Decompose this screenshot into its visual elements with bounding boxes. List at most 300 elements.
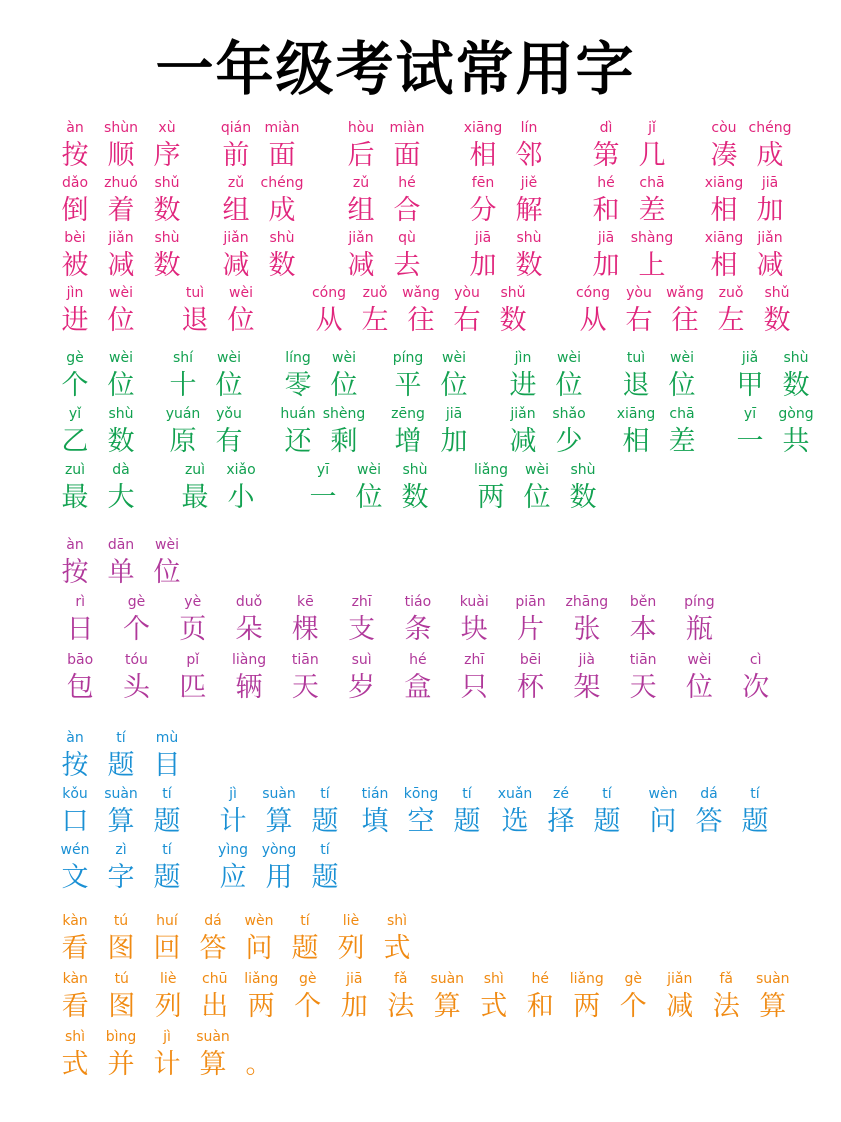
vocab-line	[0, 460, 841, 516]
hanzi-character: 相	[710, 250, 738, 281]
pinyin-syllable: shèng	[322, 406, 366, 422]
pinyin-syllable: fēn	[471, 175, 495, 191]
vocab-word	[701, 228, 793, 284]
hanzi-character: 组	[347, 195, 375, 226]
pinyin-syllable: liǎng	[569, 971, 604, 987]
pinyin-row	[275, 348, 367, 368]
pinyin-syllable: yè	[184, 594, 202, 610]
hanzi-character: 倒	[61, 195, 89, 226]
pinyin-syllable: chā	[639, 175, 665, 191]
pinyin-syllable: tí	[750, 786, 760, 802]
hanzi-character: 右	[453, 305, 481, 336]
vocab-word	[52, 784, 190, 840]
hanzi-row	[385, 368, 477, 404]
pinyin-syllable: yī	[316, 462, 330, 478]
hanzi-row	[213, 138, 305, 174]
pinyin-row	[213, 118, 305, 138]
hanzi-character: 支	[348, 614, 376, 645]
pinyin-syllable: jǐ	[648, 120, 656, 136]
vocab-line	[0, 728, 841, 784]
pinyin-syllable: zhuó	[104, 175, 138, 191]
pinyin-syllable: wèi	[229, 285, 253, 301]
pinyin-syllable: jìn	[514, 350, 532, 366]
pinyin-syllable: shǎo	[552, 406, 586, 422]
hanzi-character: 看	[61, 991, 89, 1022]
hanzi-character: 文	[61, 862, 89, 893]
hanzi-character: 匹	[179, 672, 207, 703]
hanzi-character: 个	[61, 370, 89, 401]
pinyin-row	[460, 228, 552, 248]
pinyin-syllable: yòu	[454, 285, 480, 301]
hanzi-character: 计	[153, 1049, 181, 1080]
hanzi-character: 口	[61, 806, 89, 837]
pinyin-syllable: tí	[162, 786, 172, 802]
vocab-line	[0, 969, 841, 1025]
hanzi-character: 棵	[291, 614, 319, 645]
vocab-word	[640, 784, 778, 840]
pinyin-syllable: cì	[749, 652, 762, 668]
hanzi-character: 少	[555, 426, 583, 457]
pinyin-row	[492, 784, 630, 804]
pinyin-row	[306, 283, 536, 303]
pinyin-syllable: huán	[280, 406, 316, 422]
pinyin-row	[468, 460, 606, 480]
vocab-word	[210, 784, 348, 840]
hanzi-row	[52, 670, 784, 706]
pinyin-syllable: liè	[342, 913, 360, 929]
pinyin-syllable: zēng	[391, 406, 425, 422]
pinyin-syllable: wèi	[687, 652, 712, 668]
pinyin-syllable: shì	[64, 1029, 86, 1045]
pinyin-syllable: jiā	[597, 230, 615, 246]
pinyin-syllable: tiáo	[404, 594, 432, 610]
hanzi-row	[52, 368, 144, 404]
pinyin-syllable: liè	[160, 971, 177, 987]
hanzi-character: 按	[61, 140, 89, 171]
hanzi-character: 从	[315, 305, 343, 336]
hanzi-row	[210, 804, 348, 840]
pinyin-syllable: wèi	[442, 350, 466, 366]
hanzi-character: 列	[337, 933, 365, 964]
pinyin-syllable: xiǎo	[226, 462, 256, 478]
pinyin-syllable: wèi	[525, 462, 549, 478]
vocab-word	[52, 348, 144, 404]
hanzi-row	[213, 193, 305, 229]
pinyin-syllable: jiě	[520, 175, 538, 191]
pinyin-syllable: shǔ	[154, 175, 180, 191]
hanzi-character: 着	[107, 195, 135, 226]
pinyin-syllable: jiā	[474, 230, 492, 246]
hanzi-character: 往	[407, 305, 435, 336]
hanzi-character: 减	[509, 426, 537, 457]
hanzi-character: 图	[108, 991, 136, 1022]
hanzi-character: 数	[499, 305, 527, 336]
pinyin-syllable: jìn	[66, 285, 84, 301]
pinyin-syllable: yǒu	[216, 406, 242, 422]
pinyin-syllable: cóng	[575, 285, 611, 301]
pinyin-row	[52, 1027, 282, 1047]
pinyin-syllable: jiǎn	[108, 230, 134, 246]
hanzi-character: 加	[440, 426, 468, 457]
hanzi-character: 第	[592, 140, 620, 171]
hanzi-character: 数	[515, 250, 543, 281]
hanzi-character: 去	[393, 250, 421, 281]
hanzi-character: 答	[695, 806, 723, 837]
pinyin-syllable: chéng	[260, 175, 304, 191]
hanzi-row	[275, 424, 367, 460]
pinyin-syllable: tiān	[629, 652, 657, 668]
hanzi-row	[52, 424, 144, 460]
pinyin-row	[727, 348, 819, 368]
pinyin-syllable: shù	[108, 406, 134, 422]
pinyin-syllable: kuài	[459, 594, 489, 610]
pinyin-syllable: shù	[570, 462, 596, 478]
hanzi-row	[492, 804, 630, 840]
pinyin-syllable: shù	[154, 230, 180, 246]
hanzi-character: 进	[61, 305, 89, 336]
hanzi-row	[52, 138, 190, 174]
hanzi-character: 相	[469, 140, 497, 171]
vocab-word	[172, 460, 264, 516]
hanzi-character: 面	[393, 140, 421, 171]
pinyin-syllable: rì	[75, 594, 85, 610]
pinyin-syllable: shǔ	[764, 285, 790, 301]
hanzi-character: 题	[311, 806, 339, 837]
hanzi-row	[306, 303, 536, 339]
hanzi-character: 最	[61, 482, 89, 513]
hanzi-character: 位	[330, 370, 358, 401]
pinyin-syllable: zhī	[464, 652, 485, 668]
pinyin-row	[52, 173, 190, 193]
hanzi-row	[500, 424, 592, 460]
vocab-word	[52, 969, 796, 1025]
hanzi-character: 分	[469, 195, 497, 226]
hanzi-character: 和	[526, 991, 554, 1022]
hanzi-row	[613, 368, 705, 404]
hanzi-character: 出	[201, 991, 229, 1022]
pinyin-syllable: cóng	[311, 285, 347, 301]
pinyin-syllable: liǎng	[244, 971, 279, 987]
vocab-word	[727, 348, 819, 404]
vocab-word	[160, 404, 252, 460]
pinyin-syllable: mù	[155, 730, 179, 746]
pinyin-syllable: còu	[711, 120, 737, 136]
vocab-line	[0, 592, 841, 648]
vocab-word	[52, 228, 190, 284]
pinyin-row	[338, 118, 430, 138]
vocab-word	[468, 460, 606, 516]
pinyin-syllable: shù	[516, 230, 542, 246]
pinyin-syllable: tián	[361, 786, 389, 802]
pinyin-syllable: shǔ	[500, 285, 526, 301]
pinyin-syllable: xiāng	[704, 175, 744, 191]
hanzi-character: 减	[666, 991, 694, 1022]
hanzi-row	[583, 138, 675, 174]
hanzi-character: 原	[169, 426, 197, 457]
hanzi-character: 片	[517, 614, 545, 645]
pinyin-syllable: zhī	[351, 594, 372, 610]
pinyin-syllable: yòng	[261, 842, 297, 858]
hanzi-character: 头	[122, 672, 150, 703]
vocab-word	[306, 283, 536, 339]
hanzi-character: 相	[710, 195, 738, 226]
pinyin-row	[52, 283, 144, 303]
hanzi-character: 零	[284, 370, 312, 401]
pinyin-syllable: tiān	[291, 652, 319, 668]
pinyin-syllable: tí	[162, 842, 172, 858]
pinyin-row	[701, 173, 793, 193]
hanzi-character: 式	[383, 933, 411, 964]
hanzi-character: 题	[153, 806, 181, 837]
pinyin-syllable: shí	[172, 350, 194, 366]
vocab-word	[52, 118, 190, 174]
pinyin-syllable: píng	[392, 350, 424, 366]
hanzi-character: 位	[107, 370, 135, 401]
hanzi-character: 式	[480, 991, 508, 1022]
hanzi-character: 答	[199, 933, 227, 964]
pinyin-syllable: miàn	[264, 120, 300, 136]
hanzi-character: 进	[509, 370, 537, 401]
pinyin-syllable: suàn	[104, 786, 138, 802]
vocab-word	[352, 784, 490, 840]
hanzi-character: 算	[433, 991, 461, 1022]
hanzi-character: 成	[756, 140, 784, 171]
pinyin-syllable: wǎng	[402, 285, 440, 301]
vocab-word	[701, 173, 793, 229]
pinyin-syllable: zé	[553, 786, 569, 802]
hanzi-character: 成	[268, 195, 296, 226]
pinyin-row	[52, 969, 796, 989]
hanzi-row	[701, 248, 793, 284]
hanzi-character: 最	[181, 482, 209, 513]
pinyin-syllable: zhāng	[565, 594, 609, 610]
hanzi-character: 被	[61, 250, 89, 281]
hanzi-row	[160, 424, 252, 460]
pinyin-syllable: dì	[599, 120, 613, 136]
pinyin-syllable: tí	[462, 786, 472, 802]
pinyin-syllable: suàn	[755, 971, 790, 987]
pinyin-row	[52, 228, 190, 248]
hanzi-row	[727, 368, 819, 404]
vocab-word	[338, 118, 430, 174]
pinyin-syllable: wèi	[109, 285, 133, 301]
hanzi-character: 按	[61, 557, 89, 588]
pinyin-row	[460, 173, 552, 193]
vocab-word	[52, 728, 190, 784]
hanzi-character: 一	[309, 482, 337, 513]
hanzi-row	[460, 193, 552, 229]
hanzi-row	[210, 860, 348, 896]
hanzi-character: 数	[401, 482, 429, 513]
hanzi-character: 数	[782, 370, 810, 401]
hanzi-character: 盒	[404, 672, 432, 703]
pinyin-syllable: shàng	[630, 230, 674, 246]
hanzi-character: 杯	[517, 672, 545, 703]
pinyin-row	[500, 404, 592, 424]
vocab-line	[0, 911, 841, 967]
pinyin-syllable: tú	[114, 971, 129, 987]
pinyin-syllable: jiā	[346, 971, 363, 987]
pinyin-syllable: shùn	[104, 120, 138, 136]
hanzi-character: 还	[284, 426, 312, 457]
hanzi-character: 增	[394, 426, 422, 457]
pinyin-row	[52, 535, 190, 555]
hanzi-row	[52, 748, 190, 784]
pinyin-syllable: kōng	[403, 786, 439, 802]
hanzi-character: 退	[622, 370, 650, 401]
hanzi-character: 位	[153, 557, 181, 588]
hanzi-character: 看	[61, 933, 89, 964]
hanzi-row	[52, 248, 190, 284]
vocab-word	[213, 118, 305, 174]
pinyin-syllable: bèi	[64, 230, 86, 246]
hanzi-character: 并	[107, 1049, 135, 1080]
hanzi-row	[300, 480, 438, 516]
hanzi-character: 算	[199, 1049, 227, 1080]
hanzi-character: 问	[649, 806, 677, 837]
pinyin-row	[701, 228, 793, 248]
vocab-word	[52, 283, 144, 339]
hanzi-character: 乙	[61, 426, 89, 457]
hanzi-character: 往	[671, 305, 699, 336]
hanzi-character: 退	[181, 305, 209, 336]
vocab-word	[338, 228, 430, 284]
pinyin-syllable: jiā	[445, 406, 463, 422]
vocab-word	[52, 1027, 282, 1083]
pinyin-row	[570, 283, 800, 303]
pinyin-syllable: wèn	[648, 786, 678, 802]
vocab-word	[213, 228, 305, 284]
hanzi-row	[460, 138, 552, 174]
hanzi-character: 减	[347, 250, 375, 281]
hanzi-character: 位	[685, 672, 713, 703]
pinyin-syllable: duǒ	[235, 594, 263, 610]
pinyin-syllable: xù	[158, 120, 176, 136]
pinyin-syllable: shù	[269, 230, 295, 246]
pinyin-syllable: xiāng	[463, 120, 503, 136]
hanzi-character: 前	[222, 140, 250, 171]
pinyin-row	[52, 840, 190, 860]
hanzi-row	[213, 248, 305, 284]
pinyin-syllable: huí	[156, 913, 178, 929]
pinyin-syllable: kàn	[62, 913, 88, 929]
pinyin-syllable: suàn	[430, 971, 465, 987]
vocab-line	[0, 535, 841, 591]
hanzi-character: 加	[340, 991, 368, 1022]
vocab-line	[0, 228, 841, 284]
pinyin-syllable: shì	[483, 971, 504, 987]
pinyin-row	[275, 404, 367, 424]
hanzi-character: 差	[668, 426, 696, 457]
pinyin-syllable: wèi	[109, 350, 133, 366]
hanzi-character: 数	[153, 195, 181, 226]
hanzi-character: 上	[638, 250, 666, 281]
hanzi-character: 题	[741, 806, 769, 837]
hanzi-character: 用	[265, 862, 293, 893]
vocab-word	[385, 348, 477, 404]
pinyin-syllable: zǔ	[227, 175, 245, 191]
hanzi-row	[160, 368, 252, 404]
vocab-line	[0, 650, 841, 706]
hanzi-character: 减	[756, 250, 784, 281]
pinyin-syllable: xuǎn	[497, 786, 533, 802]
pinyin-row	[160, 348, 252, 368]
hanzi-row	[613, 424, 705, 460]
pinyin-syllable: miàn	[389, 120, 425, 136]
hanzi-character: 计	[219, 806, 247, 837]
vocab-word	[52, 460, 144, 516]
hanzi-character: 次	[742, 672, 770, 703]
hanzi-character: 本	[629, 614, 657, 645]
hanzi-character: 数	[153, 250, 181, 281]
hanzi-character: 解	[515, 195, 543, 226]
vocab-word	[570, 283, 800, 339]
pinyin-syllable: liàng	[231, 652, 267, 668]
pinyin-row	[583, 118, 675, 138]
hanzi-character: 右	[625, 305, 653, 336]
vocab-word	[460, 173, 552, 229]
pinyin-syllable: tuì	[626, 350, 646, 366]
vocab-word	[52, 650, 784, 706]
pinyin-syllable: yìng	[218, 842, 248, 858]
pinyin-syllable: jiǎ	[741, 350, 759, 366]
hanzi-character: 位	[107, 305, 135, 336]
pinyin-syllable: gè	[624, 971, 642, 987]
hanzi-row	[52, 989, 796, 1025]
pinyin-syllable: xiāng	[704, 230, 744, 246]
hanzi-character: 位	[227, 305, 255, 336]
pinyin-row	[52, 911, 420, 931]
hanzi-character: 目	[153, 750, 181, 781]
pinyin-syllable: dá	[204, 913, 222, 929]
hanzi-character: 问	[245, 933, 273, 964]
hanzi-character: 合	[393, 195, 421, 226]
pinyin-syllable: tóu	[124, 652, 148, 668]
hanzi-character: 加	[756, 195, 784, 226]
hanzi-character: 平	[394, 370, 422, 401]
pinyin-row	[727, 404, 819, 424]
pinyin-syllable: gòng	[778, 406, 814, 422]
vocab-word	[701, 118, 793, 174]
hanzi-character: 邻	[515, 140, 543, 171]
vocab-line	[0, 1027, 841, 1083]
hanzi-row	[52, 860, 190, 896]
pinyin-row	[640, 784, 778, 804]
pinyin-syllable: hé	[398, 175, 416, 191]
pinyin-syllable: qián	[220, 120, 252, 136]
vocab-line	[0, 283, 841, 339]
pinyin-syllable: shù	[783, 350, 809, 366]
hanzi-character: 面	[268, 140, 296, 171]
pinyin-syllable: wèi	[557, 350, 581, 366]
hanzi-character: 算	[107, 806, 135, 837]
pinyin-row	[160, 404, 252, 424]
pinyin-syllable: jiǎn	[510, 406, 536, 422]
hanzi-character: 十	[169, 370, 197, 401]
pinyin-syllable: àn	[66, 730, 84, 746]
pinyin-syllable: tí	[602, 786, 612, 802]
hanzi-character: 字	[107, 862, 135, 893]
hanzi-character: 法	[712, 991, 740, 1022]
pinyin-syllable: wèn	[244, 913, 274, 929]
pinyin-row	[583, 228, 675, 248]
hanzi-character: 题	[153, 862, 181, 893]
hanzi-character: 顺	[107, 140, 135, 171]
hanzi-row	[352, 804, 490, 840]
hanzi-character: 位	[440, 370, 468, 401]
vocab-word	[52, 911, 420, 967]
hanzi-row	[460, 248, 552, 284]
